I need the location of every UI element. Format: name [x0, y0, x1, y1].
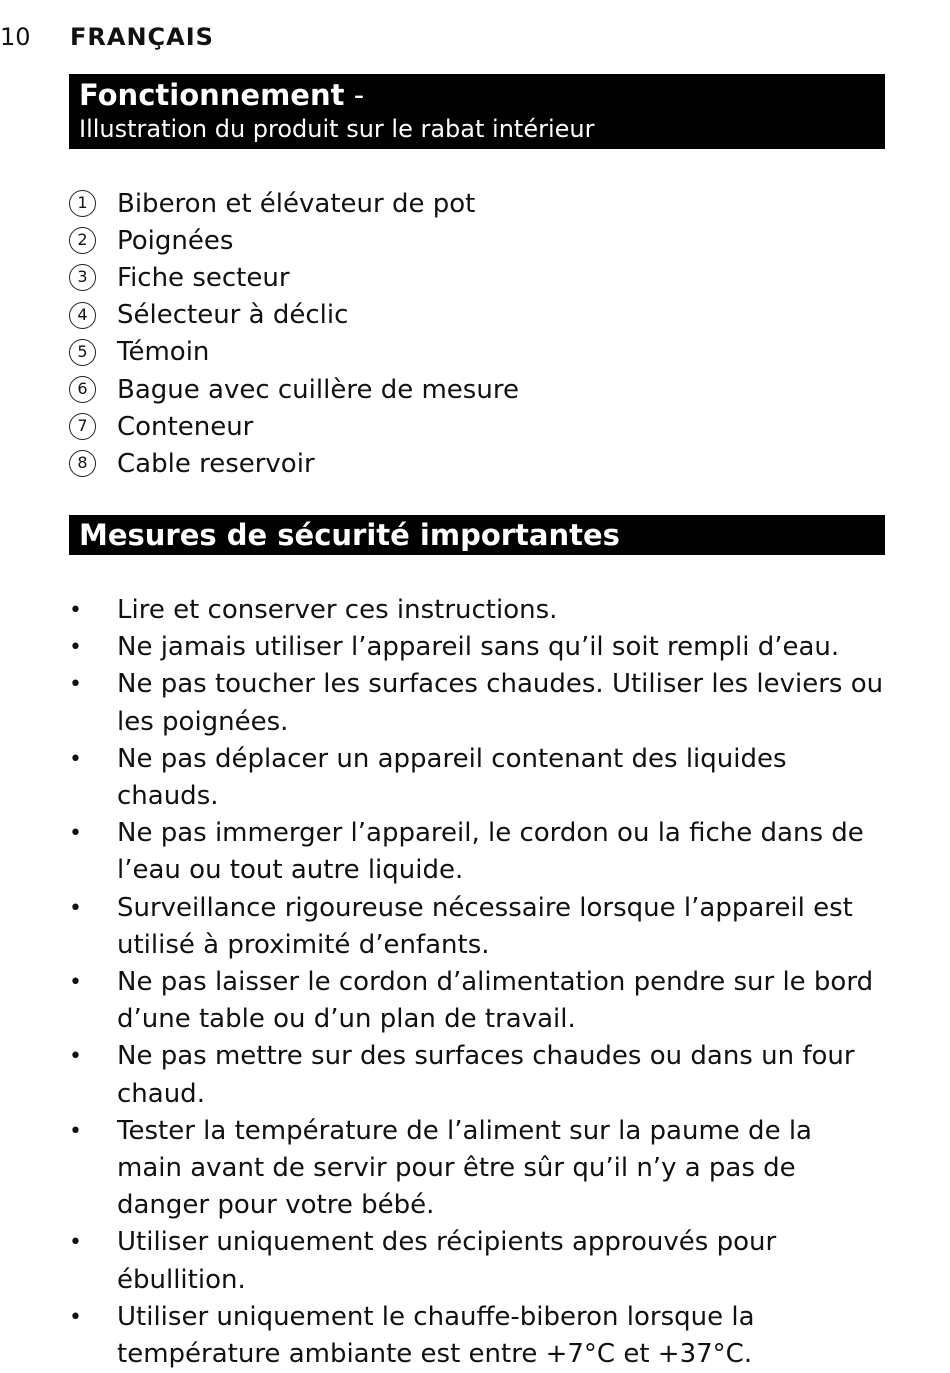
- section-header-safety: [69, 515, 885, 555]
- circled-number: 1: [69, 190, 96, 217]
- circled-number: 2: [69, 227, 96, 254]
- safety-text: Tester la température de l’aliment sur la paume de la main avant de servir pour être sûr qu’il n’y a pas de danger pour votre bébé.: [117, 1115, 812, 1221]
- circled-number: 7: [69, 413, 96, 440]
- parts-list: [69, 185, 519, 483]
- section-subtitle: Illustration du produit sur le rabat intérieur: [79, 115, 595, 143]
- circled-number: 4: [69, 302, 96, 329]
- list-item: [69, 1038, 885, 1112]
- list-item: [69, 222, 519, 259]
- part-label: Témoin: [117, 337, 210, 368]
- circled-number: 5: [69, 339, 96, 366]
- part-label: Sélecteur à déclic: [117, 300, 349, 331]
- list-item: [69, 666, 885, 740]
- section-title: Mesures de sécurité importantes: [79, 518, 620, 552]
- safety-text: Ne pas mettre sur des surfaces chaudes ou dans un four chaud.: [117, 1041, 855, 1109]
- bullet-icon: •: [69, 821, 82, 847]
- list-item: [69, 1224, 885, 1298]
- safety-text: Ne pas déplacer un appareil contenant des liquides chauds.: [117, 743, 787, 812]
- bullet-icon: •: [69, 1044, 82, 1070]
- safety-text: Ne pas laisser le cordon d’alimentation pendre sur le bord d’une table ou d’un plan de travail.: [117, 967, 874, 1035]
- part-label: Conteneur: [117, 411, 254, 442]
- bullet-icon: •: [69, 672, 82, 698]
- bullet-icon: •: [69, 895, 82, 921]
- list-item: [69, 334, 519, 371]
- part-label: Cable reservoir: [117, 448, 315, 479]
- list-item: [69, 259, 519, 296]
- list-item: [69, 741, 885, 815]
- list-item: [69, 815, 885, 889]
- list-item: [69, 297, 519, 334]
- list-item: [69, 1299, 885, 1373]
- safety-text: Ne jamais utiliser l’appareil sans qu’il soit rempli d’eau.: [117, 632, 840, 663]
- list-item: [69, 629, 885, 666]
- circled-number: 3: [69, 264, 96, 291]
- safety-text: Utiliser uniquement des récipients approuvés pour ébullition.: [117, 1227, 777, 1295]
- bullet-icon: •: [69, 598, 82, 623]
- section-title: Fonctionnement -: [79, 78, 365, 112]
- safety-text: Ne pas immerger l’appareil, le cordon ou la fiche dans de l’eau ou tout autre liquide.: [117, 818, 864, 886]
- page-number: 10: [0, 23, 31, 51]
- safety-text: Ne pas toucher les surfaces chaudes. Utiliser les leviers ou les poignées.: [117, 669, 884, 737]
- section-header-operation: [69, 74, 885, 149]
- list-item: [69, 185, 519, 222]
- list-item: [69, 964, 885, 1038]
- bullet-icon: •: [69, 746, 82, 772]
- list-item: [69, 1113, 885, 1225]
- part-label: Bague avec cuillère de mesure: [117, 374, 519, 405]
- part-label: Poignées: [117, 225, 234, 256]
- bullet-icon: •: [69, 1304, 82, 1330]
- safety-text: Utiliser uniquement le chauffe-biberon lorsque la température ambiante est entre +7°C et +37°C.: [117, 1301, 755, 1370]
- bullet-icon: •: [69, 1230, 82, 1256]
- list-item: [69, 890, 885, 964]
- list-item: [69, 445, 519, 482]
- part-label: Fiche secteur: [117, 262, 290, 293]
- safety-text: Lire et conserver ces instructions.: [117, 595, 558, 625]
- safety-text: Surveillance rigoureuse nécessaire lorsque l’appareil est utilisé à proximité d’enfants.: [117, 892, 853, 960]
- safety-list: [69, 592, 885, 1373]
- circled-number: 8: [69, 450, 96, 477]
- circled-number: 6: [69, 376, 96, 403]
- list-item: [69, 408, 519, 445]
- list-item: [69, 371, 519, 408]
- bullet-icon: •: [69, 1118, 82, 1144]
- bullet-icon: •: [69, 635, 82, 661]
- part-label: Biberon et élévateur de pot: [117, 188, 476, 219]
- bullet-icon: •: [69, 970, 82, 996]
- list-item: [69, 592, 885, 629]
- language-heading: FRANÇAIS: [70, 23, 214, 51]
